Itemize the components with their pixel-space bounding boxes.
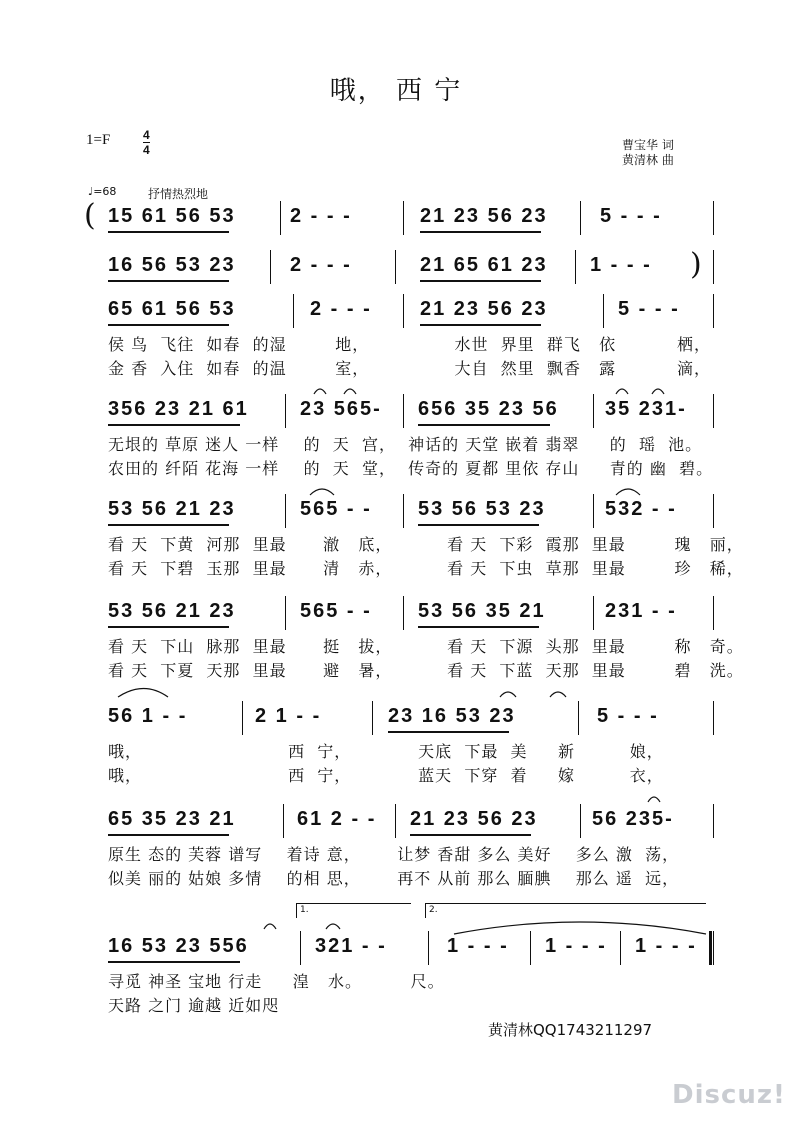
barline (285, 394, 286, 428)
measure: 21 23 56 23 (420, 298, 548, 320)
watermark-logo: Discuz! (672, 1080, 786, 1110)
barline (713, 201, 714, 235)
barline (395, 804, 396, 838)
barline (713, 294, 714, 328)
barline (242, 701, 243, 735)
barline (603, 294, 604, 328)
footer-contact: 黄清林QQ1743211297 (488, 1021, 653, 1039)
measure: 23 565- (300, 398, 382, 420)
tempo-marking: ♩=68 (88, 185, 117, 198)
barline (713, 701, 714, 735)
expression-marking: 抒情热烈地 (148, 187, 209, 201)
slur (326, 924, 340, 929)
lyrics-verse-2: 看 天 下碧 玉那 里最 清 赤， 看 天 下虫 草那 里最 珍 稀， (108, 559, 744, 578)
barline (300, 931, 301, 965)
barline (593, 394, 594, 428)
measure: 56 235- (592, 808, 674, 830)
measure: 21 23 56 23 (420, 205, 548, 227)
beam-underline (108, 524, 229, 526)
slur (118, 689, 168, 698)
measure: 53 56 53 23 (418, 498, 546, 520)
beam-underline (108, 231, 229, 233)
lyrics-verse-2: 似美 丽的 姑娘 多情 的相 思， 再不 从前 那么 腼腆 那么 遥 远， (108, 869, 680, 888)
measure: 5 - - - (597, 705, 659, 727)
barline (285, 494, 286, 528)
barline (713, 250, 714, 284)
measure: 1 - - - (447, 935, 509, 957)
measure: 1 - - - (635, 935, 697, 957)
beam-underline (410, 834, 531, 836)
song-title: 哦， 西 宁 (329, 76, 463, 106)
slur (264, 924, 276, 929)
barline (713, 494, 714, 528)
lyrics-verse-2: 农田的 纤陌 花海 一样 的 天 堂， 传奇的 夏都 里依 存山 青的 幽 碧。 (108, 459, 714, 478)
repeat-open-paren: ( (84, 198, 96, 233)
measure: 5 - - - (600, 205, 662, 227)
repeat-close-paren: ) (690, 247, 702, 282)
slur (550, 692, 566, 697)
beam-underline (388, 731, 509, 733)
lyrics-verse-1: 无垠的 草原 迷人 一样 的 天 宫， 神话的 天堂 嵌着 翡翠 的 瑶 池。 (108, 435, 703, 454)
measure: 656 35 23 56 (418, 398, 559, 420)
slur (314, 389, 326, 394)
barline (285, 596, 286, 630)
measure: 356 23 21 61 (108, 398, 249, 420)
lyrics-verse-2: 金 香 入住 如春 的温 室， 大自 然里 飘香 露 滴， (108, 359, 711, 378)
volta-second-ending (425, 903, 706, 918)
beam-underline (108, 324, 229, 326)
barline (280, 201, 281, 235)
volta-first-label: 1. (300, 905, 309, 915)
barline (578, 701, 579, 735)
measure: 21 65 61 23 (420, 254, 548, 276)
barline (713, 804, 714, 838)
beam-underline (420, 280, 541, 282)
key-signature: 1=F (86, 132, 111, 148)
barline (593, 596, 594, 630)
measure: 15 61 56 53 (108, 205, 236, 227)
barline (403, 394, 404, 428)
measure: 61 2 - - (297, 808, 377, 830)
barline (403, 201, 404, 235)
barline (530, 931, 531, 965)
measure: 23 16 53 23 (388, 705, 516, 727)
volta-first-ending (296, 903, 411, 918)
measure: 2 1 - - (255, 705, 322, 727)
barline (580, 201, 581, 235)
measure: 565 - - (300, 600, 372, 622)
time-signature-bottom: 4 (143, 143, 150, 157)
barline (403, 494, 404, 528)
beam-underline (418, 424, 550, 426)
tie (454, 922, 706, 934)
lyrics-verse-2: 看 天 下夏 天那 里最 避 暑， 看 天 下蓝 天那 里最 碧 洗。 (108, 661, 744, 680)
measure: 231 - - (605, 600, 677, 622)
credits (622, 138, 674, 168)
barline (620, 931, 621, 965)
lyrics-verse-1: 看 天 下山 脉那 里最 挺 拔， 看 天 下源 头那 里最 称 奇。 (108, 637, 744, 656)
barline (428, 931, 429, 965)
lyrics-verse-1: 哦， 西 宁， 天底 下最 美 新 娘， (108, 742, 664, 761)
measure: 65 61 56 53 (108, 298, 236, 320)
measure: 532 - - (605, 498, 677, 520)
lyrics-verse-1: 原生 态的 芙蓉 谱写 着诗 意， 让梦 香甜 多么 美好 多么 激 荡， (108, 845, 680, 864)
barline (593, 494, 594, 528)
measure: 1 - - - (545, 935, 607, 957)
beam-underline (420, 231, 541, 233)
slur (616, 489, 640, 495)
lyrics-verse-2: 天路 之门 逾越 近如咫 (108, 996, 280, 1015)
barline (395, 250, 396, 284)
slur (616, 389, 628, 394)
slur (652, 389, 664, 394)
measure: 16 56 53 23 (108, 254, 236, 276)
measure: 1 - - - (590, 254, 652, 276)
measure: 321 - - (315, 935, 387, 957)
barline (293, 294, 294, 328)
measure: 2 - - - (290, 205, 352, 227)
slur (310, 489, 334, 495)
measure: 16 53 23 556 (108, 935, 249, 957)
volta-second-label: 2. (429, 905, 438, 915)
barline (403, 294, 404, 328)
time-signature-top: 4 (143, 128, 150, 142)
beam-underline (108, 961, 240, 963)
beam-underline (420, 324, 541, 326)
beam-underline (108, 834, 229, 836)
lyricist-credit: 曹宝华 词 (622, 138, 674, 152)
lyrics-verse-2: 哦， 西 宁， 蓝天 下穿 着 嫁 衣， (108, 766, 664, 785)
slur (500, 692, 516, 697)
measure: 5 - - - (618, 298, 680, 320)
measure: 2 - - - (290, 254, 352, 276)
final-barline (709, 931, 712, 965)
beam-underline (108, 280, 229, 282)
time-signature (143, 129, 150, 156)
beam-underline (418, 524, 539, 526)
measure: 53 56 21 23 (108, 600, 236, 622)
barline (270, 250, 271, 284)
barline (580, 804, 581, 838)
measure: 53 56 21 23 (108, 498, 236, 520)
lyrics-verse-1: 寻觅 神圣 宝地 行走 湟 水。 尺。 (108, 972, 445, 991)
measure: 65 35 23 21 (108, 808, 236, 830)
composer-credit: 黄清林 曲 (622, 153, 674, 167)
measure: 35 231- (605, 398, 687, 420)
lyrics-verse-1: 看 天 下黄 河那 里最 澈 底， 看 天 下彩 霞那 里最 瑰 丽， (108, 535, 744, 554)
barline (713, 394, 714, 428)
lyrics-verse-1: 侯 鸟 飞往 如春 的湿 地， 水世 界里 群飞 依 栖， (108, 335, 711, 354)
barline (575, 250, 576, 284)
barline (713, 931, 714, 965)
measure: 53 56 35 21 (418, 600, 546, 622)
measure: 2 - - - (310, 298, 372, 320)
measure: 21 23 56 23 (410, 808, 538, 830)
beam-underline (108, 424, 240, 426)
barline (403, 596, 404, 630)
measure: 565 - - (300, 498, 372, 520)
barline (713, 596, 714, 630)
barline (372, 701, 373, 735)
measure: 56 1 - - (108, 705, 188, 727)
barline (283, 804, 284, 838)
slur (648, 797, 660, 802)
beam-underline (108, 626, 229, 628)
slur (344, 389, 356, 394)
beam-underline (418, 626, 539, 628)
